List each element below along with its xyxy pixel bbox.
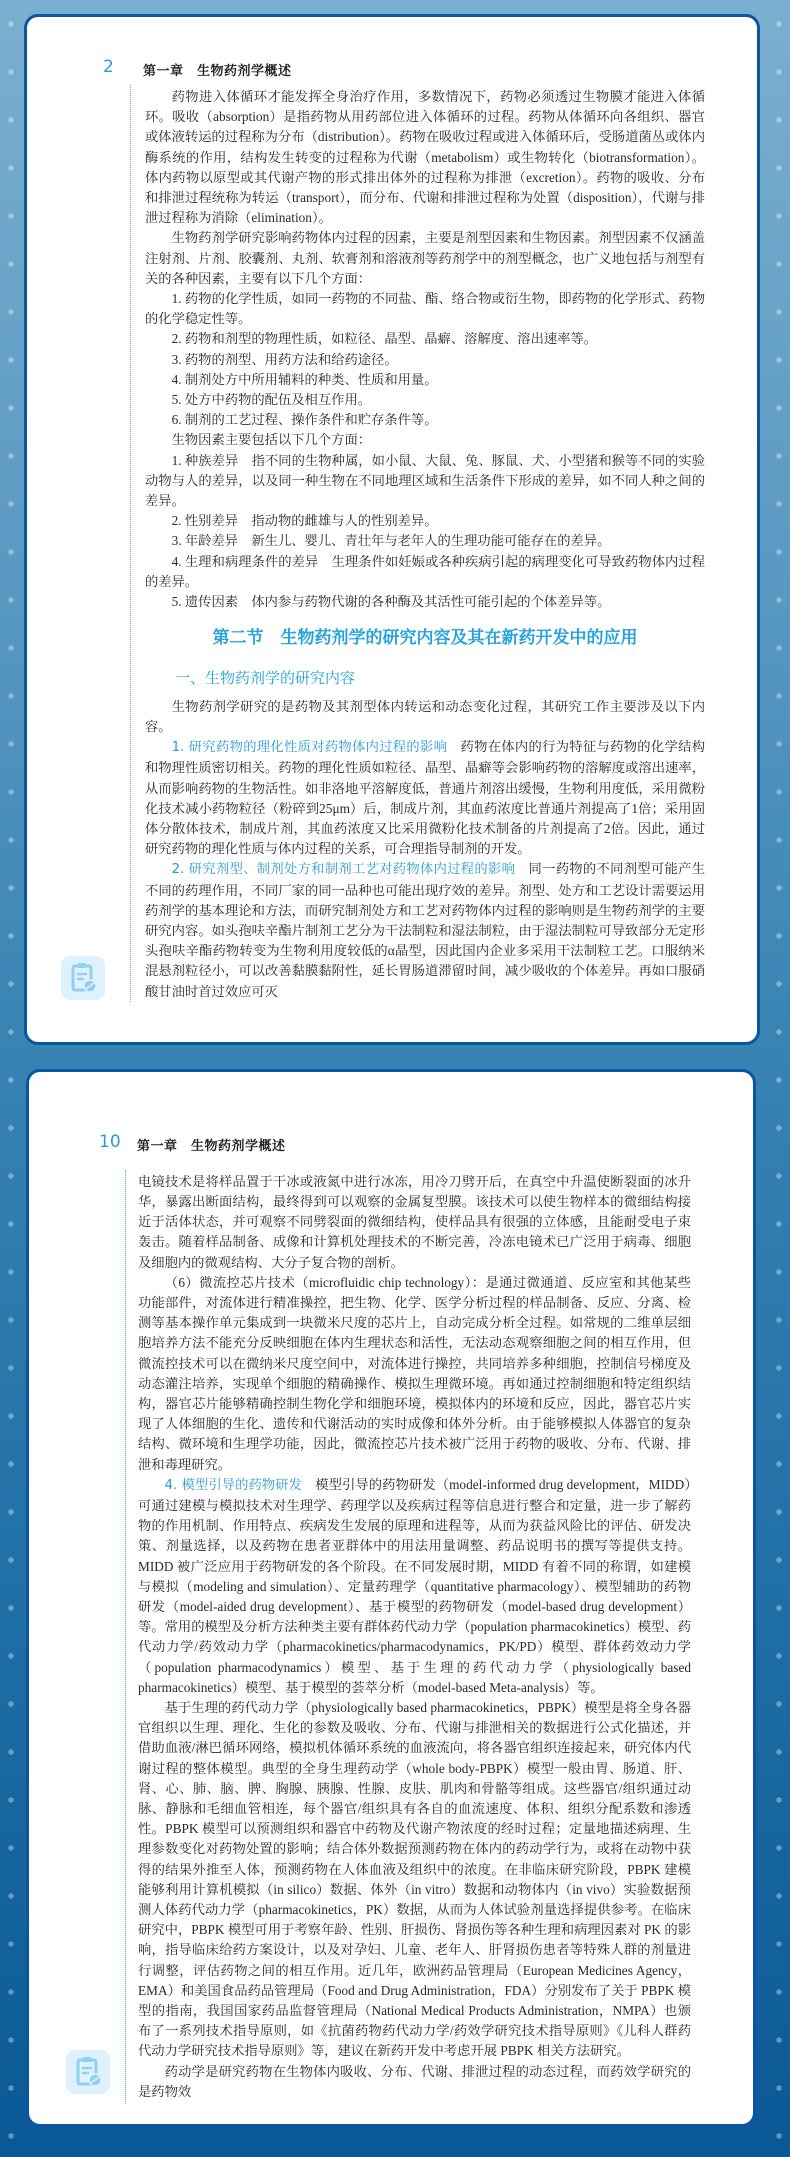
- paragraph: 电镜技术是将样品置于干冰或液氮中进行冰冻，用冷刀劈开后，在真空中升温使断裂面的冰升华，暴露出断面结构，最终得到可以观察的金属复型膜。该技术可以使生物样本的微细结构接近于活体状态，并可观察不同劈裂面的微细结构，使样品具有很强的立体感，且能耐受电子束轰击。随着样品制备、成像和计算机处理技术的不断完善，冷冻电镜术已广泛用于病毒、细胞及细胞内的微观结构、大分子复合物的剖析。: [138, 1173, 691, 1270]
- topic-heading: 4. 模型引导的药物研发: [164, 1477, 302, 1493]
- topic-heading: 1. 研究药物的理化性质对药物体内过程的影响: [171, 740, 448, 756]
- chapter-header: 第一章 生物药剂学概述: [137, 1138, 286, 1154]
- list-item: 2. 性别差异 指动物的雌雄与人的性别差异。: [171, 513, 438, 529]
- list-item: 1. 药物的化学性质，如同一药物的不同盐、酯、络合物或衍生物，即药物的化学形式、药物的化学稳定性等。: [145, 291, 705, 327]
- chapter-header: 第一章 生物药剂学概述: [143, 64, 292, 79]
- margin-rule: [125, 1170, 126, 2104]
- topic-paragraph: [145, 737, 705, 859]
- page-number: 10: [99, 1131, 121, 1152]
- paragraph: 基于生理的药代动力学（physiologically based pharmacokinetics，PBPK）模型是将全身各器官组织以生理、理化、生化的参数及吸收、分布、代谢与排泄相关的数据进行公式化描述，并借助血液/淋巴循环网络，模拟机体循环系统的血液流向，将各器官组织连接起来，研究体内代谢过程的整体模型。典型的全身生理药动学（whole body-PBPK）模型一般由胃、肠道、肝、肾、心、肺、脑、脾、胸腺、胰腺、性腺、皮肤、肌肉和骨骼等组成。这些器官/组织通过动脉、静脉和毛细血管相连，每个器官/组织具有各自的血流速度、体积、组织分配系数和渗透性。PBPK 模型可以预测组织和器官中药物及代谢产物浓度的经时过程；定量地描述病理、生理参数变化对药物处置的影响；结合体外数据预测药物在体内的药动学行为，或将在动物中获得的结果外推至人体，预测药物在人体血液及组织中的浓度。在非临床研究阶段，PBPK 建模能够利用计算机模拟（in silico）数据、体外（in vitro）数据和动物体内（in vivo）实验数据预测人体药代动力学（pharmacokinetics，PK）数据，从而为人体试验剂量选择提供参考。在临床研究中，PBPK 模型可用于考察年龄、性别、肝损伤、肾损伤等各种生理和病理因素对 PK 的影响，指导临床给药方案设计，以及对孕妇、儿童、老年人、肝肾损伤患者等特殊人群的剂量进行调整，评估药物之间的相互作用。近几年，欧洲药品管理局（European Medicines Agency，EMA）和美国食品药品管理局（Food and Drug Administration，FDA）分别发布了关于 PBPK 模型的指南，我国国家药品监督管理局（National Medical Products Administration，NMPA）也颁布了一系列技术指导原则，如《抗菌药物药代动力学/药效学研究技术指导原则》《儿科人群药代动力学研究技术指导原则》等，建议在新药开发中考虑开展 PBPK 相关方法研究。: [138, 1700, 691, 2059]
- page-body: [138, 1172, 691, 2102]
- list-item: 1. 种族差异 指不同的生物种属，如小鼠、大鼠、兔、豚鼠、犬、小型猪和猴等不同的实验动物与人的差异，以及同一种生物在不同地理区域和生活条件下形成的差异，如不同人种之间的差异。: [145, 452, 705, 509]
- paragraph: 生物因素主要包括以下几个方面：: [171, 432, 372, 448]
- list-item: 5. 遗传因素 体内参与药物代谢的各种酶及其活性可能引起的个体差异等。: [171, 594, 611, 610]
- list-item: 4. 制剂处方中所用辅料的种类、性质和用量。: [171, 371, 438, 387]
- page-body: [145, 87, 705, 1002]
- topic-text: 同一药物的不同剂型可能产生不同的药理作用，不同厂家的同一品种也可能出现疗效的差异。剂型、处方和工艺设计需要运用药剂学的基本理论和方法，而研究制剂处方和工艺对药物体内过程的影响则是生物药剂学的主要研究内容。如头孢呋辛酯片制剂工艺分为干法制粒和湿法制粒，由于湿法制粒可导致部分无定形头孢呋辛酯药物转变为生物利用度较低的α晶型，因此国内企业多采用干法制粒工艺。口服纳米混悬剂粒径小，可以改善黏膜黏附性，延长胃肠道滞留时间，减少吸收的个体差异。再如口服硝酸甘油时首过效应可灭: [145, 861, 705, 999]
- paragraph: 生物药剂学研究影响药物体内过程的因素，主要是剂型因素和生物因素。剂型因素不仅涵盖注射剂、片剂、胶囊剂、丸剂、软膏剂和溶液剂等药剂学中的剂型概念，也广义地包括与剂型有关的各种因素，主要有以下几个方面：: [145, 230, 705, 286]
- list-item: 6. 制剂的工艺过程、操作条件和贮存条件等。: [171, 412, 438, 428]
- page-number: 2: [103, 57, 114, 77]
- page-card-1: [24, 14, 760, 1045]
- topic-paragraph: [145, 859, 705, 1001]
- list-item: 3. 年龄差异 新生儿、婴儿、青壮年与老年人的生理功能可能存在的差异。: [171, 533, 611, 549]
- topic-heading: 2. 研究剂型、制剂处方和制剂工艺对药物体内过程的影响: [171, 862, 516, 878]
- paragraph: 药物进入体循环才能发挥全身治疗作用，多数情况下，药物必须透过生物膜才能进入体循环。吸收（absorption）是指药物从用药部位进入体循环的过程。药物从体循环向各组织、器官或体液转运的过程称为分布（distribution）。药物在吸收过程或进入体循环后，受肠道菌丛或体内酶系统的作用，结构发生转变的过程称为代谢（metabolism）或生物转化（biotransformation）。体内药物以原型或其代谢产物的形式排出体外的过程称为排泄（excretion）。药物的吸收、分布和排泄过程统称为转运（transport），而分布、代谢和排泄过程称为处置（disposition），代谢与排泄过程称为消除（elimination）。: [145, 89, 705, 226]
- notes-clipboard-icon: [61, 956, 105, 1000]
- background-dots-left: [4, 0, 18, 2157]
- topic-paragraph: [138, 1475, 691, 1698]
- paragraph: （6）微流控芯片技术（microfluidic chip technology）：是通过微通道、反应室和其他某些功能部件，对流体进行精准操控，把生物、化学、医学分析过程的样品制备、反应、分离、检测等基本操作单元集成到一块微米尺度的芯片上，自动完成分析全过程。如常规的二维单层细胞培养方法不能充分反映细胞在体内生理状态和活性，无法动态观察细胞之间的相互作用，但微流控技术可以在微纳米尺度空间中，对流体进行操控，共同培养多种细胞，控制信号梯度及动态灌注培养，实现单个细胞的精确操作、模拟生理微环境。再如通过控制细胞和特定组织结构，器官芯片能够精确控制生物化学和细胞环境，模拟体内的环境和反应，因此，器官芯片实现了人体细胞的生化、遗传和代谢活动的实时成像和体外分析。由于能够模拟人体器官的复杂结构、微环境和生理学功能，因此，微流控芯片技术被广泛用于药物的吸收、分布、代谢、排泄和毒理研究。: [138, 1274, 691, 1472]
- paragraph: 药动学是研究药物在生物体内吸收、分布、代谢、排泄过程的动态过程，而药效学研究的是药物效: [138, 2063, 691, 2099]
- list-item: 3. 药物的剂型、用药方法和给药途径。: [171, 351, 398, 367]
- margin-rule: [130, 85, 131, 1002]
- paragraph: 生物药剂学研究的是药物及其剂型体内转运和动态变化过程，其研究工作主要涉及以下内容。: [145, 698, 705, 734]
- notes-clipboard-icon: [66, 2050, 110, 2094]
- list-item: 5. 处方中药物的配伍及相互作用。: [171, 392, 372, 408]
- topic-text: 模型引导的药物研发（model-informed drug development，MIDD）可通过建模与模拟技术对生理学、药理学以及疾病过程等信息进行整合和定量，进一步了解药物的作用机制、作用特点、疾病发生发展的原理和进程等，从而为获益风险比的评估、研发决策、剂量选择，以及药物在患者亚群体中的用法用量调整、药品说明书的撰写等提供支持。MIDD 被广泛应用于药物研发的各个阶段。在不同发展时期，MIDD 有着不同的称谓，如建模与模拟（modeling and simulation）、定量药理学（quantitative pharmacology）、模型辅助的药物研发（model-aided drug development）、基于模型的药物研发（model-based drug development）等。常用的模型及分析方法种类主要有群体药代动力学（population pharmacokinetics）模型、药代动力学/药效动力学（pharmacokinetics/pharmacodynamics，PK/PD）模型、群体药效动力学（population pharmacodynamics）模型、基于生理的药代动力学（physiologically based pharmacokinetics）模型、基于模型的荟萃分析（model-based Meta-analysis）等。: [138, 1476, 691, 1695]
- page-card-2: [26, 1069, 756, 2127]
- topic-text: 药物在体内的行为特征与药物的化学结构和物理性质密切相关。药物的理化性质如粒径、晶型、晶癖等会影响药物的溶解度或溶出速率，从而影响药物的生物活性。如非洛地平溶解度低，普通片剂溶出缓慢，生物利用度低，采用微粉化技术减小药物粒径（粉碎到25μm）后，制成片剂，其血药浓度比普通片剂提高了1倍；采用固体分散体技术，制成片剂，其血药浓度又比采用微粉化技术制备的片剂提高了2倍。因此，通过研究药物的理化性质与体内过程的关系，可合理指导制剂的开发。: [145, 739, 705, 857]
- list-item: 4. 生理和病理条件的差异 生理条件如妊娠或各种疾病引起的病理变化可导致药物体内过程的差异。: [145, 553, 705, 589]
- background-dots-right: [772, 0, 786, 2157]
- list-item: 2. 药物和剂型的物理性质，如粒径、晶型、晶癖、溶解度、溶出速率等。: [171, 331, 598, 347]
- section-title: 第二节 生物药剂学的研究内容及其在新药开发中的应用: [212, 628, 638, 649]
- subsection-title: 一、生物药剂学的研究内容: [175, 669, 356, 688]
